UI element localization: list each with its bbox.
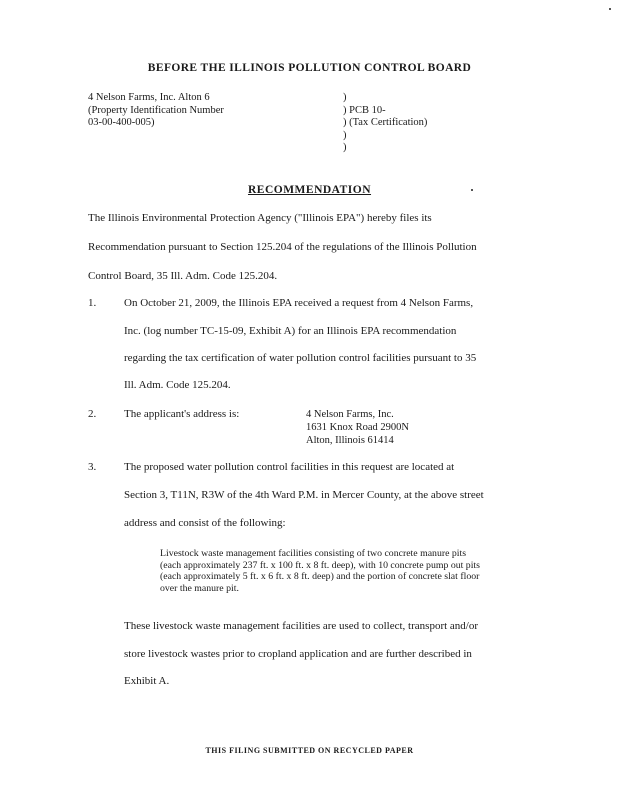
paragraph-3-after-line: store livestock wastes prior to cropland application and are further described in	[124, 648, 472, 660]
paragraph-1-line: On October 21, 2009, the Illinois EPA received a request from 4 Nelson Farms,	[124, 297, 474, 309]
caption-case-line: )	[343, 92, 347, 103]
paragraph-1-line: Ill. Adm. Code 125.204.	[124, 379, 231, 391]
intro-line: The Illinois Environmental Protection Agency ("Illinois EPA") hereby files its	[88, 212, 432, 224]
paragraph-3-line: Section 3, T11N, R3W of the 4th Ward P.M. in Mercer County, at the above street	[124, 489, 484, 501]
quote-line: (each approximately 5 ft. x 6 ft. x 8 ft. deep) and the portion of concrete slat floor	[160, 571, 480, 582]
board-title: BEFORE THE ILLINOIS POLLUTION CONTROL BOARD	[147, 62, 472, 74]
recycled-paper-footer: THIS FILING SUBMITTED ON RECYCLED PAPER	[205, 746, 414, 755]
paragraph-number: 1.	[88, 297, 97, 309]
applicant-address	[306, 408, 409, 447]
paragraph-1-line: Inc. (log number TC-15-09, Exhibit A) for an Illinois EPA recommendation	[124, 325, 457, 337]
recommendation-heading: RECOMMENDATION	[247, 184, 372, 196]
caption-case-line: ) PCB 10-	[343, 104, 386, 116]
quote-line: Livestock waste management facilities consisting of two concrete manure pits	[160, 548, 467, 559]
caption-case-line: )	[343, 129, 347, 141]
applicant-address-label: The applicant's address is:	[124, 408, 240, 420]
paragraph-number: 3.	[88, 461, 97, 473]
address-line: 1631 Knox Road 2900N	[306, 422, 409, 433]
paragraph-3-line: The proposed water pollution control facilities in this request are located at	[124, 461, 455, 473]
caption-case-line: )	[343, 142, 347, 153]
caption-petitioner-block	[88, 92, 224, 130]
caption-petitioner-line: 03-00-400-005)	[88, 117, 155, 128]
paragraph-3-after-line: These livestock waste management facilities are used to collect, transport and/or	[124, 620, 479, 632]
quote-line: (each approximately 237 ft. x 100 ft. x 8 ft. deep), with 10 concrete pump out pits	[160, 559, 480, 571]
paragraph-1-line: regarding the tax certification of water pollution control facilities pursuant to 35	[124, 352, 477, 364]
caption-petitioner-line: 4 Nelson Farms, Inc. Alton 6	[88, 92, 210, 103]
caption-case-block	[343, 92, 427, 155]
scan-speck	[609, 8, 611, 10]
intro-line: Recommendation pursuant to Section 125.204 of the regulations of the Illinois Pollution	[88, 241, 477, 253]
quote-line: over the manure pit.	[160, 582, 239, 594]
intro-line: Control Board, 35 Ill. Adm. Code 125.204.	[88, 270, 278, 282]
address-line: 4 Nelson Farms, Inc.	[306, 409, 394, 420]
address-line: Alton, Illinois 61414	[306, 435, 394, 446]
facilities-description-quote	[160, 548, 510, 594]
caption-petitioner-line: (Property Identification Number	[88, 104, 224, 116]
paragraph-number: 2.	[88, 408, 97, 420]
paragraph-3-after-line: Exhibit A.	[124, 675, 170, 687]
paragraph-3-line: address and consist of the following:	[124, 517, 286, 529]
caption-case-line: ) (Tax Certification)	[343, 117, 428, 128]
scan-speck	[471, 189, 473, 191]
